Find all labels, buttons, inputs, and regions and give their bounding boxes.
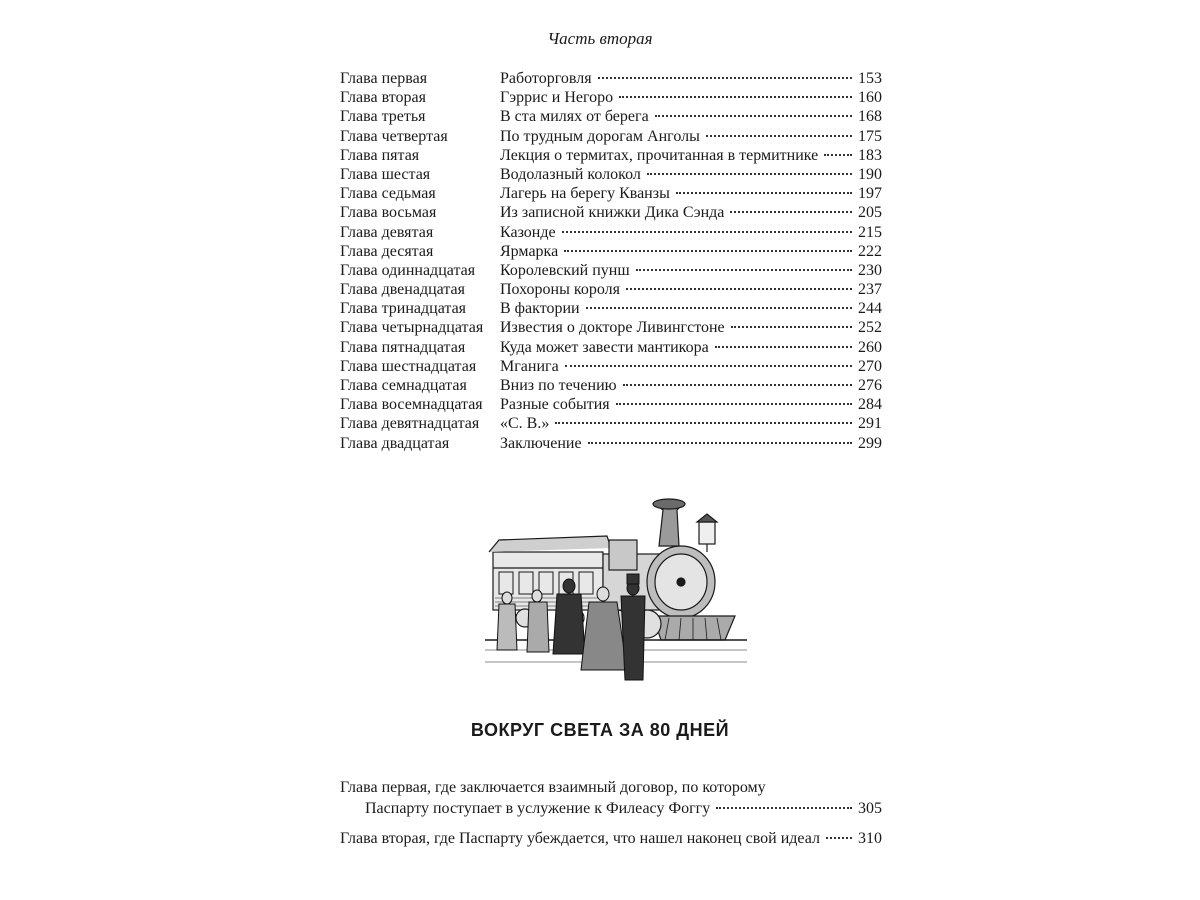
page-number: 183 bbox=[858, 146, 882, 164]
page-number: 270 bbox=[858, 357, 882, 375]
toc2-entry-line: Глава вторая, где Паспарту убеждается, что нашел наконец свой идеал bbox=[340, 830, 820, 847]
dot-leader bbox=[564, 250, 852, 252]
toc-row bbox=[340, 434, 882, 453]
toc-title: Вниз по течению bbox=[500, 377, 617, 394]
page-number: 205 bbox=[858, 204, 882, 222]
toc-row bbox=[340, 338, 882, 357]
toc-chapter: Глава шестая bbox=[340, 165, 431, 183]
toc-title: Разные события bbox=[500, 396, 610, 414]
page-number: 190 bbox=[858, 165, 882, 183]
toc-chapter: Глава тринадцатая bbox=[340, 300, 467, 318]
toc-row bbox=[340, 146, 882, 165]
toc2-entry-1 bbox=[340, 777, 882, 819]
dot-leader bbox=[588, 442, 852, 444]
toc-title: В ста милях от берега bbox=[500, 108, 649, 126]
toc-chapter: Глава четырнадцатая bbox=[340, 319, 484, 337]
toc-title: Известия о докторе Ливингстоне bbox=[500, 319, 725, 337]
page-number: 215 bbox=[858, 223, 882, 241]
part-title: Часть вторая bbox=[547, 29, 653, 48]
toc2-entry-row bbox=[340, 798, 882, 819]
page-number: 244 bbox=[858, 300, 882, 318]
dot-leader bbox=[586, 307, 852, 309]
dot-leader bbox=[730, 211, 852, 213]
page-number: 252 bbox=[858, 319, 882, 337]
toc-title: Похороны короля bbox=[500, 281, 620, 299]
toc-row bbox=[340, 261, 882, 280]
toc-title: Ярмарка bbox=[500, 242, 559, 260]
toc2-entry-line: Паспарту поступает в услужение к Филеасу Фоггу bbox=[365, 800, 711, 817]
toc-chapter: Глава десятая bbox=[340, 242, 434, 260]
dot-leader bbox=[716, 807, 852, 809]
toc-chapter: Глава третья bbox=[340, 108, 426, 126]
toc-title: Королевский пунш bbox=[500, 261, 630, 279]
toc-chapter: Глава пятая bbox=[340, 146, 420, 164]
book-title: ВОКРУГ СВЕТА ЗА 80 ДНЕЙ bbox=[470, 720, 730, 740]
toc-row bbox=[340, 357, 882, 376]
toc-title: Из записной книжки Дика Сэнда bbox=[500, 204, 725, 222]
dot-leader bbox=[676, 192, 852, 194]
toc-row bbox=[340, 69, 882, 88]
dot-leader bbox=[623, 384, 852, 386]
dot-leader bbox=[619, 96, 852, 98]
toc-chapter: Глава восемнадцатая bbox=[340, 396, 483, 414]
page-number: 260 bbox=[858, 338, 882, 356]
toc-chapter: Глава первая bbox=[340, 70, 428, 87]
toc-chapter: Глава четвертая bbox=[340, 127, 448, 145]
page-number: 230 bbox=[858, 261, 882, 279]
toc-chapter: Глава одиннадцатая bbox=[340, 261, 476, 279]
toc-title: В фактории bbox=[500, 300, 580, 318]
toc2-entry-2 bbox=[340, 828, 882, 849]
toc-chapter: Глава семнадцатая bbox=[340, 377, 467, 394]
toc-title: Заключение bbox=[500, 434, 582, 452]
toc-row bbox=[340, 223, 882, 242]
dot-leader bbox=[824, 154, 852, 156]
dot-leader bbox=[655, 115, 852, 117]
toc-chapter: Глава вторая bbox=[340, 89, 426, 107]
dot-leader bbox=[598, 77, 852, 79]
table-of-contents-2 bbox=[340, 777, 882, 849]
toc-row bbox=[340, 184, 882, 203]
dot-leader bbox=[826, 837, 852, 839]
toc-row bbox=[340, 127, 882, 146]
toc-title: Лекция о термитах, прочитанная в термитнике bbox=[500, 146, 819, 164]
toc-chapter: Глава девятая bbox=[340, 223, 434, 241]
page-number: 197 bbox=[858, 185, 882, 203]
toc-row bbox=[340, 395, 882, 414]
toc-title: По трудным дорогам Анголы bbox=[500, 127, 700, 145]
page-number: 284 bbox=[858, 396, 882, 414]
steam-locomotive-engraving-icon bbox=[485, 490, 747, 690]
toc-chapter: Глава двенадцатая bbox=[340, 281, 465, 299]
toc-row bbox=[340, 318, 882, 337]
toc-chapter: Глава восьмая bbox=[340, 204, 437, 222]
page-number: 168 bbox=[858, 108, 882, 126]
toc-title: «С. В.» bbox=[500, 415, 550, 433]
toc-row bbox=[340, 299, 882, 318]
toc-title: Лагерь на берегу Кванзы bbox=[500, 185, 670, 203]
toc-row bbox=[340, 280, 882, 299]
page-number: 237 bbox=[858, 281, 882, 299]
toc-title: Гэррис и Негоро bbox=[500, 89, 614, 107]
toc-title: Работорговля bbox=[500, 70, 592, 87]
toc-row bbox=[340, 107, 882, 126]
dot-leader bbox=[562, 231, 852, 233]
page-number: 310 bbox=[858, 830, 882, 847]
page-number: 305 bbox=[858, 800, 882, 817]
toc-title: Куда может завести мантикора bbox=[500, 338, 709, 356]
dot-leader bbox=[626, 288, 852, 290]
toc-row bbox=[340, 203, 882, 222]
dot-leader bbox=[555, 422, 852, 424]
toc-row bbox=[340, 88, 882, 107]
page-number: 276 bbox=[858, 377, 882, 394]
dot-leader bbox=[731, 326, 852, 328]
toc-title: Казонде bbox=[500, 223, 556, 241]
page-number: 175 bbox=[858, 127, 882, 145]
toc-row bbox=[340, 414, 882, 433]
page-number: 153 bbox=[858, 70, 882, 87]
toc-row bbox=[340, 165, 882, 184]
page-number: 291 bbox=[858, 415, 882, 433]
dot-leader bbox=[565, 365, 852, 367]
toc-chapter: Глава девятнадцатая bbox=[340, 415, 480, 433]
dot-leader bbox=[636, 269, 852, 271]
toc-title: Мганига bbox=[500, 357, 559, 375]
page-number: 160 bbox=[858, 89, 882, 107]
dot-leader bbox=[715, 346, 852, 348]
page-number: 222 bbox=[858, 242, 882, 260]
dot-leader bbox=[706, 135, 852, 137]
toc-chapter: Глава двадцатая bbox=[340, 434, 450, 452]
dot-leader bbox=[647, 173, 852, 175]
toc-chapter: Глава пятнадцатая bbox=[340, 338, 466, 356]
toc-title: Водолазный колокол bbox=[500, 165, 641, 183]
toc-chapter: Глава шестнадцатая bbox=[340, 357, 477, 375]
table-of-contents bbox=[340, 69, 882, 453]
toc2-entry-line: Глава первая, где заключается взаимный договор, по которому bbox=[340, 779, 766, 796]
toc-row bbox=[340, 376, 882, 395]
page-number: 299 bbox=[858, 434, 882, 452]
toc-chapter: Глава седьмая bbox=[340, 185, 436, 203]
dot-leader bbox=[616, 403, 852, 405]
toc-row bbox=[340, 242, 882, 261]
